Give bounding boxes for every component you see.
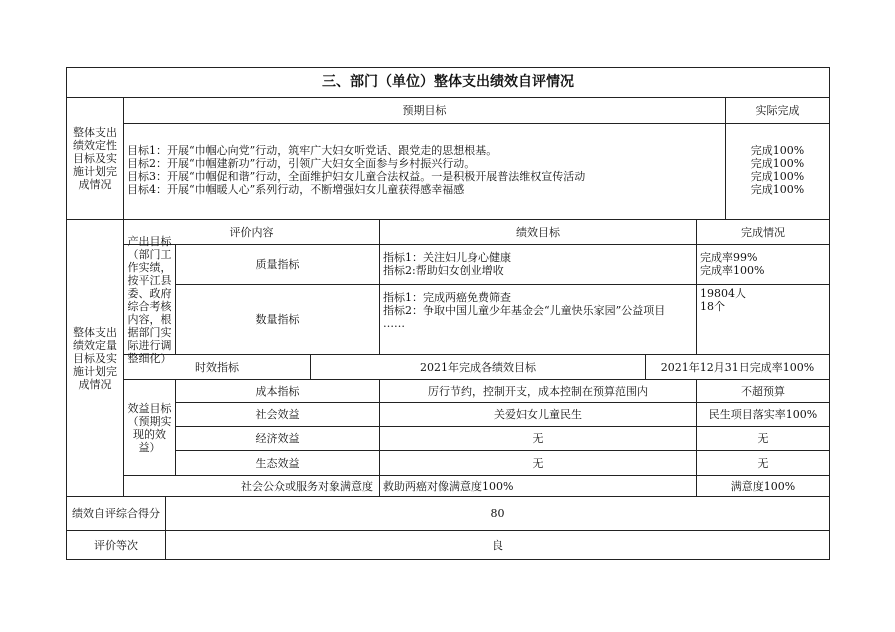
goal-3: 目标3：开展“巾帼促和谐”行动，全面维护妇女儿童合法权益。一是积极开展普法维权宣传活动 — [127, 170, 586, 183]
goal-1: 目标1：开展“巾帼心向党”行动，筑牢广大妇女听党话、跟党走的思想根基。 — [127, 144, 498, 157]
quality-indicator: 质量指标 — [175, 244, 380, 285]
ecological-benefit-indicator: 生态效益 — [175, 450, 380, 476]
quantity-status-1: 19804人 — [700, 287, 746, 300]
cost-indicator: 成本指标 — [175, 379, 380, 403]
quality-status — [696, 244, 830, 285]
timeliness-indicator: 时效指标 — [123, 354, 311, 380]
section1-label: 整体支出绩效定性目标及实施计划完成情况 — [66, 97, 124, 220]
page-title: 三、部门（单位）整体支出绩效自评情况 — [66, 67, 830, 98]
social-benefit-target: 关爱妇女儿童民生 — [379, 402, 697, 427]
economic-benefit-target: 无 — [379, 426, 697, 451]
economic-benefit-indicator: 经济效益 — [175, 426, 380, 451]
section1-actuals — [725, 123, 830, 220]
section1-header-target: 预期目标 — [123, 97, 726, 124]
actual-1: 完成100% — [750, 144, 805, 157]
quantity-status — [696, 284, 830, 355]
grade-label: 评价等次 — [66, 530, 166, 560]
actual-3: 完成100% — [750, 170, 805, 183]
quantity-target-1: 指标1：完成两癌免费筛查 — [383, 291, 511, 304]
cost-status: 不超预算 — [696, 379, 830, 403]
output-target-label: 产出目标（部门工作实绩，按平江县委、政府综合考核内容，根据部门实际进行调整细化） — [123, 244, 176, 355]
quantity-status-2: 18个 — [700, 300, 725, 313]
social-benefit-indicator: 社会效益 — [175, 402, 380, 427]
benefit-target-label: 效益目标（预期实现的效益） — [123, 379, 176, 476]
section1-header-actual: 实际完成 — [725, 97, 830, 124]
timeliness-target: 2021年完成各绩效目标 — [310, 354, 646, 380]
header-status: 完成情况 — [696, 219, 830, 245]
quantity-target-2: 指标2：争取中国儿童少年基金会“儿童快乐家园”公益项目 — [383, 304, 666, 317]
actual-4: 完成100% — [750, 183, 805, 196]
quality-targets — [379, 244, 697, 285]
satisfaction-target: 救助两癌对像满意度100% — [379, 475, 697, 497]
header-content: 评价内容 — [123, 219, 380, 245]
quantity-targets — [379, 284, 697, 355]
timeliness-status: 2021年12月31日完成率100% — [645, 354, 830, 380]
section1-goals — [123, 123, 726, 220]
goal-2: 目标2：开展“巾帼建新功”行动，引领广大妇女全面参与乡村振兴行动。 — [127, 157, 476, 170]
cost-target: 厉行节约，控制开支，成本控制在预算范围内 — [379, 379, 697, 403]
satisfaction-indicator: 社会公众或服务对象满意度 — [123, 475, 380, 497]
section2-label: 整体支出绩效定量目标及实施计划完成情况 — [66, 219, 124, 497]
actual-2: 完成100% — [750, 157, 805, 170]
quality-target-2: 指标2:帮助妇女创业增收 — [383, 264, 504, 277]
quantity-indicator: 数量指标 — [175, 284, 380, 355]
score-label: 绩效自评综合得分 — [66, 496, 166, 531]
ecological-benefit-target: 无 — [379, 450, 697, 476]
quality-status-1: 完成率99% — [700, 251, 758, 264]
goal-4: 目标4：开展“巾帼暖人心”系列行动，不断增强妇女儿童获得感幸福感 — [127, 183, 465, 196]
social-benefit-status: 民生项目落实率100% — [696, 402, 830, 427]
economic-benefit-status: 无 — [696, 426, 830, 451]
quality-target-1: 指标1：关注妇儿身心健康 — [383, 251, 511, 264]
grade-value: 良 — [165, 530, 830, 560]
satisfaction-status: 满意度100% — [696, 475, 830, 497]
ecological-benefit-status: 无 — [696, 450, 830, 476]
quality-status-2: 完成率100% — [700, 264, 765, 277]
quantity-target-ellipsis: …… — [383, 317, 405, 330]
header-target: 绩效目标 — [379, 219, 697, 245]
score-value: 80 — [165, 496, 830, 531]
